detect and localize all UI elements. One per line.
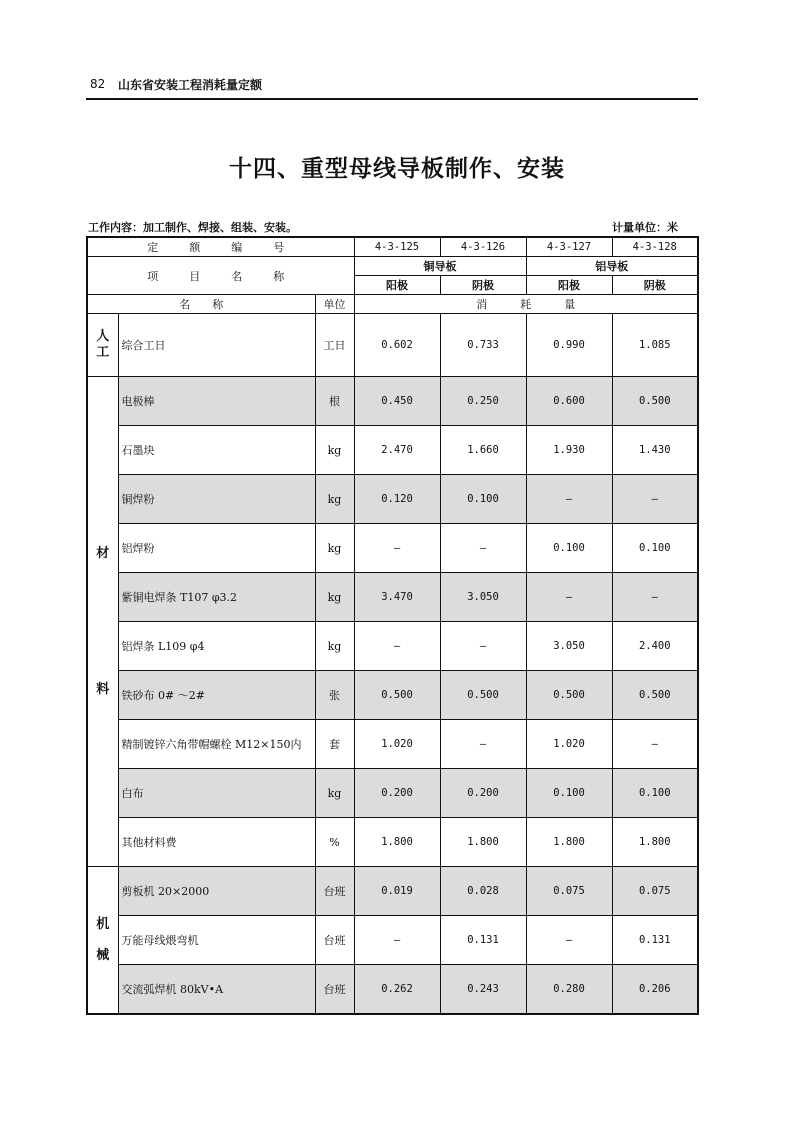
item-value: 1.085 <box>612 314 698 377</box>
item-value: 0.100 <box>612 524 698 573</box>
item-name: 剪板机 20×2000 <box>118 867 315 916</box>
table-row <box>87 622 698 671</box>
item-value: 0.100 <box>526 524 612 573</box>
subitem-header: 阳极 <box>526 276 612 295</box>
table-row <box>87 867 698 916</box>
item-value: 0.200 <box>354 769 440 818</box>
item-unit: 台班 <box>315 916 354 965</box>
item-value: 0.131 <box>440 916 526 965</box>
quota-code: 4-3-127 <box>526 237 612 257</box>
table-row <box>87 377 698 426</box>
item-value: 0.600 <box>526 377 612 426</box>
subitem-header: 阴极 <box>612 276 698 295</box>
quota-code: 4-3-126 <box>440 237 526 257</box>
work-content: 工作内容：加工制作、焊接、组装、安装。 <box>88 221 297 234</box>
item-name: 紫铜电焊条 T107 φ3.2 <box>118 573 315 622</box>
item-unit: 张 <box>315 671 354 720</box>
item-value: 1.430 <box>612 426 698 475</box>
item-name: 铝焊粉 <box>118 524 315 573</box>
table-row <box>87 671 698 720</box>
item-unit: 根 <box>315 377 354 426</box>
item-value: 1.800 <box>440 818 526 867</box>
name-label: 名 称 <box>87 295 315 314</box>
item-value: — <box>354 622 440 671</box>
item-value: 1.930 <box>526 426 612 475</box>
item-value: 1.660 <box>440 426 526 475</box>
item-unit: 台班 <box>315 965 354 1015</box>
item-name: 铝焊条 L109 φ4 <box>118 622 315 671</box>
page-header <box>86 72 698 100</box>
item-unit: 工日 <box>315 314 354 377</box>
item-unit: % <box>315 818 354 867</box>
item-value: 3.050 <box>440 573 526 622</box>
table-row <box>87 314 698 377</box>
item-value: 1.800 <box>526 818 612 867</box>
item-value: 0.019 <box>354 867 440 916</box>
item-value: 2.470 <box>354 426 440 475</box>
item-value: — <box>354 916 440 965</box>
item-name: 综合工日 <box>118 314 315 377</box>
unit-note: 计量单位：米 <box>612 221 678 234</box>
table-row <box>87 524 698 573</box>
item-value: — <box>440 524 526 573</box>
item-unit: kg <box>315 622 354 671</box>
table-row <box>87 769 698 818</box>
item-value: 0.250 <box>440 377 526 426</box>
table-row <box>87 475 698 524</box>
table-row <box>87 818 698 867</box>
item-value: 1.800 <box>354 818 440 867</box>
item-unit: 套 <box>315 720 354 769</box>
item-value: — <box>440 622 526 671</box>
item-value: 2.400 <box>612 622 698 671</box>
item-unit: kg <box>315 769 354 818</box>
item-value: 0.280 <box>526 965 612 1015</box>
item-value: 0.100 <box>526 769 612 818</box>
category-labor: 人 工 <box>87 314 118 377</box>
item-value: 1.800 <box>612 818 698 867</box>
item-value: 0.075 <box>612 867 698 916</box>
page-number: 82 <box>90 77 106 91</box>
subitem-header: 阴极 <box>440 276 526 295</box>
quota-code: 4-3-125 <box>354 237 440 257</box>
item-value: 0.500 <box>526 671 612 720</box>
category-machine: 机 械 <box>87 867 118 1015</box>
item-value: — <box>526 475 612 524</box>
item-value: 0.131 <box>612 916 698 965</box>
item-value: 0.990 <box>526 314 612 377</box>
item-value: — <box>526 573 612 622</box>
subitem-header: 阳极 <box>354 276 440 295</box>
category-material: 材 料 <box>87 377 118 867</box>
unit-label: 单位 <box>315 295 354 314</box>
group-row <box>87 257 698 276</box>
item-value: — <box>354 524 440 573</box>
table-row <box>87 426 698 475</box>
quota-table <box>86 236 699 1015</box>
item-value: 0.075 <box>526 867 612 916</box>
item-value: 3.050 <box>526 622 612 671</box>
item-value: 0.500 <box>354 671 440 720</box>
table-row <box>87 573 698 622</box>
item-value: 0.100 <box>612 769 698 818</box>
item-name-label: 项 目 名 称 <box>87 257 354 295</box>
item-value: 0.602 <box>354 314 440 377</box>
quota-code-label: 定 额 编 号 <box>87 237 354 257</box>
item-name: 交流弧焊机 80kV•A <box>118 965 315 1015</box>
group-header: 铝导板 <box>526 257 698 276</box>
item-name: 电极棒 <box>118 377 315 426</box>
item-name: 万能母线煨弯机 <box>118 916 315 965</box>
book-title: 山东省安装工程消耗量定额 <box>118 78 263 92</box>
item-value: 0.243 <box>440 965 526 1015</box>
item-unit: kg <box>315 524 354 573</box>
item-value: 0.500 <box>440 671 526 720</box>
table-row <box>87 916 698 965</box>
item-value: 0.206 <box>612 965 698 1015</box>
item-value: — <box>526 916 612 965</box>
item-value: — <box>612 573 698 622</box>
quota-code: 4-3-128 <box>612 237 698 257</box>
section-title: 十四、重型母线导板制作、安装 <box>229 156 565 182</box>
item-value: 0.733 <box>440 314 526 377</box>
item-name: 白布 <box>118 769 315 818</box>
group-header: 铜导板 <box>354 257 526 276</box>
item-value: 0.120 <box>354 475 440 524</box>
column-header-row <box>87 295 698 314</box>
item-name: 石墨块 <box>118 426 315 475</box>
table-row <box>87 965 698 1015</box>
item-value: 1.020 <box>354 720 440 769</box>
item-value: 0.100 <box>440 475 526 524</box>
item-value: 0.450 <box>354 377 440 426</box>
item-unit: kg <box>315 475 354 524</box>
quota-code-row <box>87 237 698 257</box>
table-row <box>87 720 698 769</box>
item-unit: kg <box>315 426 354 475</box>
item-name: 精制镀锌六角带帽螺栓 M12×150内 <box>118 720 315 769</box>
item-value: 0.028 <box>440 867 526 916</box>
item-value: 0.262 <box>354 965 440 1015</box>
item-unit: kg <box>315 573 354 622</box>
item-name: 铜焊粉 <box>118 475 315 524</box>
item-value: — <box>440 720 526 769</box>
item-value: — <box>612 720 698 769</box>
item-value: 3.470 <box>354 573 440 622</box>
item-value: — <box>612 475 698 524</box>
item-value: 1.020 <box>526 720 612 769</box>
item-value: 0.500 <box>612 671 698 720</box>
item-unit: 台班 <box>315 867 354 916</box>
consumption-label: 消 耗 量 <box>354 295 698 314</box>
item-name: 其他材料费 <box>118 818 315 867</box>
item-name: 铁砂布 0# ～2# <box>118 671 315 720</box>
item-value: 0.200 <box>440 769 526 818</box>
item-value: 0.500 <box>612 377 698 426</box>
